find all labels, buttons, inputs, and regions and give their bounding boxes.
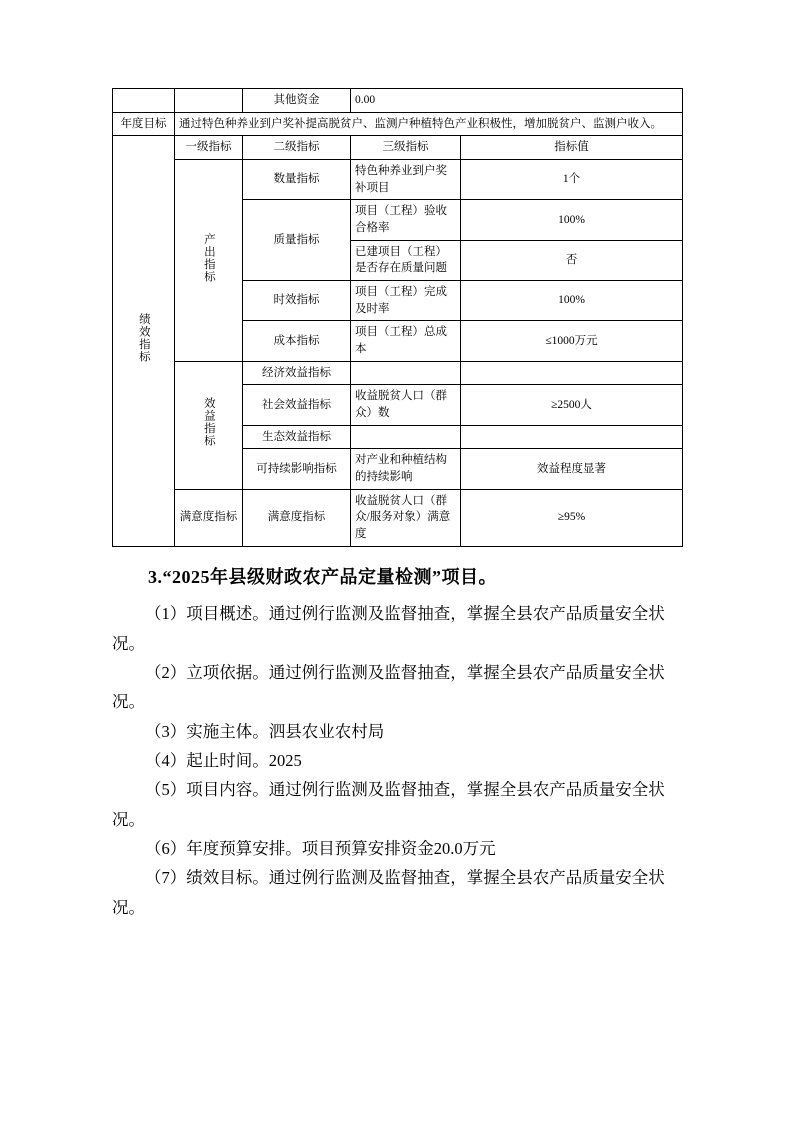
table-row-indicator-header (113, 136, 683, 160)
table-row (113, 489, 683, 546)
cell-other-funds-value: 0.00 (351, 89, 683, 113)
paragraph-overview: （1）项目概述。通过例行监测及监督抽查，掌握全县农产品质量安全状况。 (112, 604, 665, 653)
table-row (113, 361, 683, 385)
cell-l2: 社会效益指标 (243, 385, 351, 425)
performance-indicator-label: 绩效指标 (137, 313, 150, 364)
cell-l2: 可持续影响指标 (243, 449, 351, 489)
cell-col-level3: 三级指标 (351, 136, 461, 160)
cell-l3: 项目（工程）完成及时率 (351, 281, 461, 321)
cell-l2: 质量指标 (243, 200, 351, 281)
group-benefit-label: 效益指标 (202, 397, 215, 448)
cell-value: 100% (461, 281, 683, 321)
paragraph-content: （5）项目内容。通过例行监测及监督抽查，掌握全县农产品质量安全状况。 (112, 780, 665, 829)
section-body (112, 599, 681, 922)
cell-col-level1: 一级指标 (175, 136, 243, 160)
cell-l2: 满意度指标 (243, 489, 351, 546)
paragraph-budget: （6）年度预算安排。项目预算安排资金20.0万元 (145, 839, 496, 859)
annual-goal-label: 年度目标 (120, 117, 167, 130)
cell-value: 1个 (461, 160, 683, 200)
cell-l2: 成本指标 (243, 321, 351, 361)
cell-l3: 项目（工程）验收合格率 (351, 200, 461, 240)
paragraph-goal: （7）绩效目标。通过例行监测及监督抽查，掌握全县农产品质量安全状况。 (112, 868, 665, 917)
cell-group-satisfaction: 满意度指标 (175, 489, 243, 546)
cell-annual-goal-header (113, 112, 175, 136)
cell-l3: 对产业和种植结构的持续影响 (351, 449, 461, 489)
cell-annual-goal-text: 通过特色种养业到户奖补提高脱贫户、监测户种植特色产业积极性，增加脱贫户、监测户收入。 (175, 112, 683, 136)
section-heading: 3.“2025年县级财政农产品定量检测”项目。 (148, 566, 497, 587)
cell-value: ≥95% (461, 489, 683, 546)
cell-l3 (351, 425, 461, 449)
table-row (113, 160, 683, 200)
cell-value: 否 (461, 240, 683, 280)
cell-l3: 收益脱贫人口（群众）数 (351, 385, 461, 425)
cell-l2: 经济效益指标 (243, 361, 351, 385)
cell-performance-indicator-header (113, 136, 175, 546)
paragraph-basis: （2）立项依据。通过例行监测及监督抽查，掌握全县农产品质量安全状况。 (112, 662, 665, 712)
group-output-label: 产出指标 (202, 232, 215, 283)
cell-value: ≤1000万元 (461, 321, 683, 361)
cell-empty-1 (113, 89, 175, 113)
cell-l2: 生态效益指标 (243, 425, 351, 449)
cell-l2: 时效指标 (243, 281, 351, 321)
cell-group-benefit (175, 361, 243, 489)
cell-empty-2 (175, 89, 243, 113)
cell-group-output (175, 160, 243, 362)
paragraph-period: （4）起止时间。2025 (145, 750, 302, 770)
cell-l3: 特色种养业到户奖补项目 (351, 160, 461, 200)
cell-l3 (351, 361, 461, 385)
cell-col-level2: 二级指标 (243, 136, 351, 160)
cell-l3: 收益脱贫人口（群众/服务对象）满意度 (351, 489, 461, 546)
cell-value: ≥2500人 (461, 385, 683, 425)
cell-value (461, 425, 683, 449)
table-row-annual-goal (113, 112, 683, 136)
cell-value: 100% (461, 200, 683, 240)
performance-table (112, 88, 683, 547)
cell-l3: 项目（工程）总成本 (351, 321, 461, 361)
cell-value: 效益程度显著 (461, 449, 683, 489)
cell-l2: 数量指标 (243, 160, 351, 200)
cell-other-funds-label: 其他资金 (243, 89, 351, 113)
table-row-other-funds (113, 89, 683, 113)
cell-value (461, 361, 683, 385)
cell-l3: 已建项目（工程）是否存在质量问题 (351, 240, 461, 280)
paragraph-entity: （3）实施主体。泗县农业农村局 (145, 721, 385, 741)
cell-col-value: 指标值 (461, 136, 683, 160)
